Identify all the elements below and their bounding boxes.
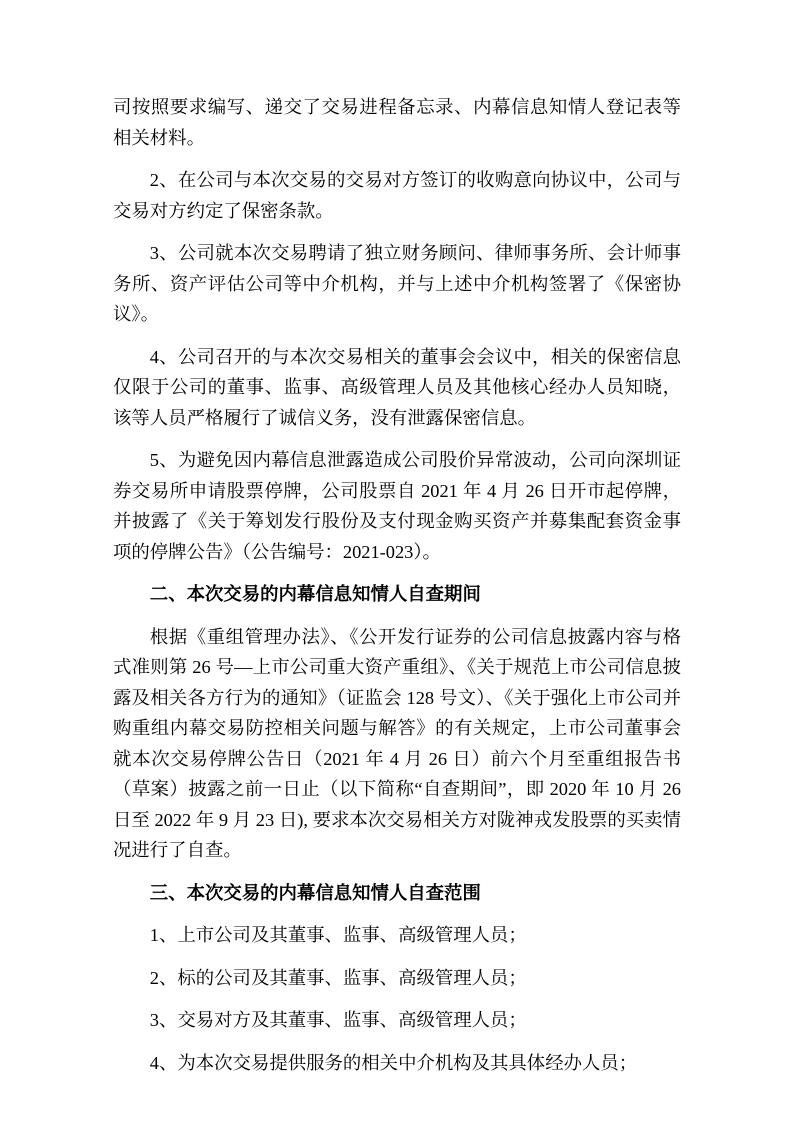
list-item-4: 4、为本次交易提供服务的相关中介机构及其具体经办人员； — [149, 1052, 638, 1073]
list-item-2: 2、标的公司及其董事、监事、高级管理人员； — [149, 967, 527, 988]
body-paragraph-6: 根据《重组管理办法》、《公开发行证券的公司信息披露内容与格式准则第 26 号—上市公司重大资产重组》、《关于规范上市公司信息披露及相关各方行为的通知》（证监会 128 号文）、《关于强化上市公司并购重组内幕交易防控相关问题与解答》的有关规定，上市公司董事会就本次交易停牌公告日（2021 年 4 月 26 日）前六个月至重组报告书（草案）披露之前一日止（以下简称“自查期间”，即 2020 年 10 月 26 日至 2022 年 9 月 23 日), 要求本次交易相关方对陇神戎发股票的买卖情况进行了自查。 — [113, 626, 681, 860]
section-heading-3: 三、本次交易的内幕信息知情人自查范围 — [149, 882, 481, 903]
body-paragraph-4: 4、公司召开的与本次交易相关的董事会会议中，相关的保密信息仅限于公司的董事、监事、高级管理人员及其他核心经办人员知晓，该等人员严格履行了诚信义务，没有泄露保密信息。 — [113, 346, 681, 428]
list-item-3: 3、交易对方及其董事、监事、高级管理人员； — [149, 1010, 527, 1030]
body-paragraph-2: 2、在公司与本次交易的交易对方签订的收购意向协议中，公司与交易对方约定了保密条款。 — [113, 170, 681, 221]
section-heading-2: 二、本次交易的内幕信息知情人自查期间 — [149, 584, 481, 604]
body-paragraph-5: 5、为避免因内幕信息泄露造成公司股价异常波动，公司向深圳证券交易所申请股票停牌，公司股票自 2021 年 4 月 26 日开市起停牌，并披露了《关于筹划发行股份及支付现金购买资产并募集配套资金事项的停牌公告》（公告编号：2021-023）。 — [113, 450, 681, 562]
body-paragraph-3: 3、公司就本次交易聘请了独立财务顾问、律师事务所、会计师事务所、资产评估公司等中介机构，并与上述中介机构签署了《保密协议》。 — [113, 243, 681, 324]
list-item-1: 1、上市公司及其董事、监事、高级管理人员； — [149, 925, 527, 945]
body-paragraph-continuation: 司按照要求编写、递交了交易进程备忘录、内幕信息知情人登记表等相关材料。 — [113, 97, 681, 148]
